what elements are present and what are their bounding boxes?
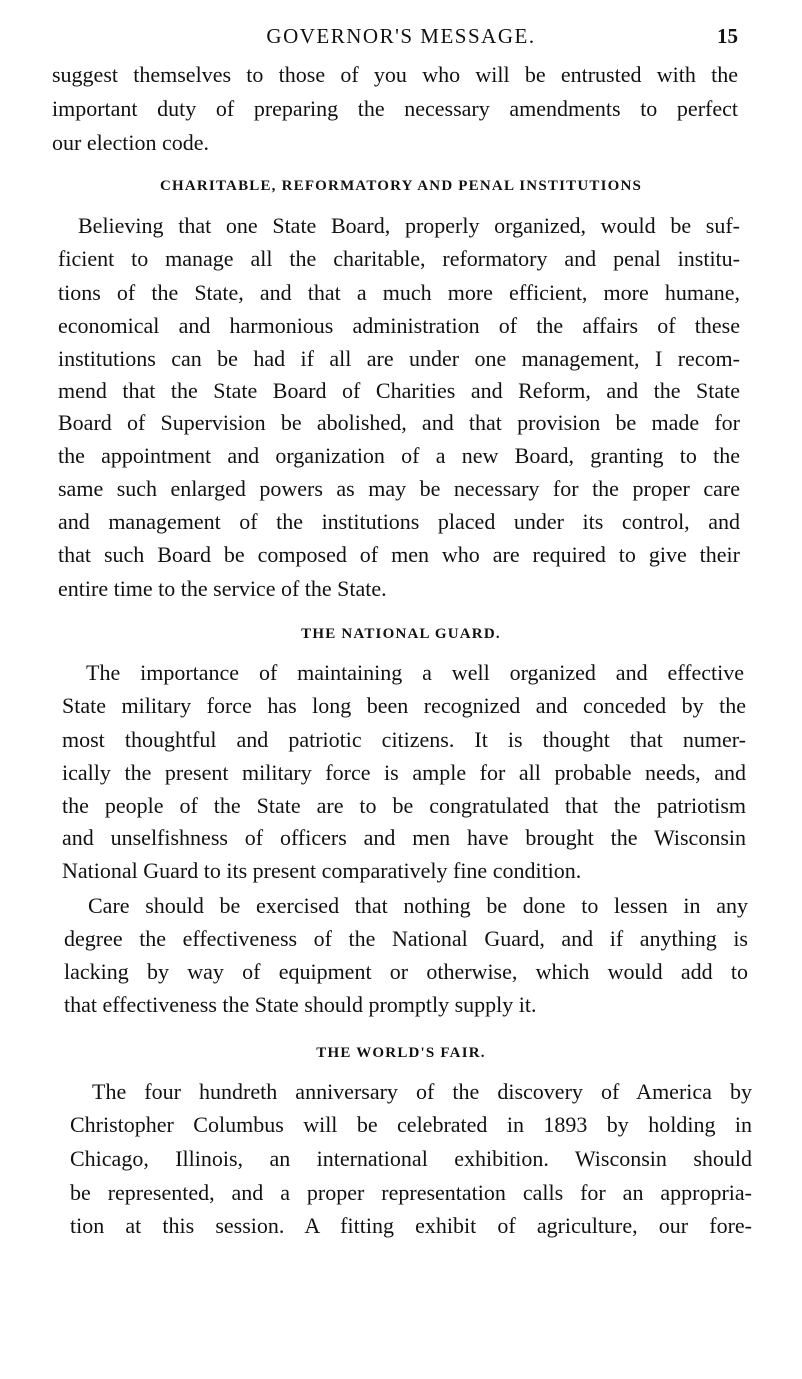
text-line: entire time to the service of the State. bbox=[58, 576, 387, 601]
text-line: institutions can be had if all are under one management, I recom- bbox=[58, 346, 740, 371]
text-line: our election code. bbox=[52, 130, 209, 155]
text-line: Board of Supervision be abolished, and that provision be made for bbox=[58, 410, 740, 435]
section-heading: THE NATIONAL GUARD. bbox=[301, 626, 501, 642]
text-line: and management of the institutions placed under its control, and bbox=[58, 509, 740, 534]
text-line: State military force has long been recognized and conceded by the bbox=[62, 693, 746, 718]
running-head: GOVERNOR'S MESSAGE. bbox=[266, 24, 536, 48]
text-line: economical and harmonious administration of the affairs of these bbox=[58, 313, 740, 338]
text-line: ficient to manage all the charitable, reformatory and penal institu- bbox=[58, 246, 740, 271]
text-line: the people of the State are to be congratulated that the patriotism bbox=[62, 793, 746, 818]
text-line: most thoughtful and patriotic citizens. It is thought that numer- bbox=[62, 727, 746, 752]
text-line: that such Board be composed of men who are required to give their bbox=[58, 542, 740, 567]
page-number: 15 bbox=[717, 24, 738, 48]
text-line: the appointment and organization of a new Board, granting to the bbox=[58, 443, 740, 468]
text-line: ically the present military force is ample for all probable needs, and bbox=[62, 760, 746, 785]
text-line: mend that the State Board of Charities and Reform, and the State bbox=[58, 378, 740, 403]
text-line: Chicago, Illinois, an international exhibition. Wisconsin should bbox=[70, 1146, 752, 1171]
text-line: The four hundreth anniversary of the discovery of America by bbox=[92, 1079, 752, 1104]
text-line: suggest themselves to those of you who will be entrusted with the bbox=[52, 62, 738, 87]
text-line: degree the effectiveness of the National Guard, and if anything is bbox=[64, 926, 748, 951]
text-line: lacking by way of equipment or otherwise, which would add to bbox=[64, 959, 748, 984]
text-line: The importance of maintaining a well organized and effective bbox=[86, 660, 744, 685]
text-line: tion at this session. A fitting exhibit of agriculture, our fore- bbox=[70, 1213, 752, 1238]
text-line: same such enlarged powers as may be necessary for the proper care bbox=[58, 476, 740, 501]
text-line: be represented, and a proper representation calls for an appropria- bbox=[70, 1180, 752, 1205]
text-line: Christopher Columbus will be celebrated in 1893 by holding in bbox=[70, 1112, 752, 1137]
text-line: National Guard to its present comparatively fine condition. bbox=[62, 858, 582, 883]
text-line: that effectiveness the State should promptly supply it. bbox=[64, 992, 537, 1017]
text-line: tions of the State, and that a much more efficient, more humane, bbox=[58, 280, 740, 305]
text-line: important duty of preparing the necessary amendments to perfect bbox=[52, 96, 738, 121]
text-line: Believing that one State Board, properly organized, would be suf- bbox=[78, 213, 740, 238]
section-heading: CHARITABLE, REFORMATORY AND PENAL INSTITUTIONS bbox=[159, 178, 643, 194]
text-line: Care should be exercised that nothing be done to lessen in any bbox=[88, 893, 748, 918]
page-header bbox=[56, 24, 746, 58]
text-line: and unselfishness of officers and men have brought the Wisconsin bbox=[62, 825, 746, 850]
section-heading: THE WORLD'S FAIR. bbox=[316, 1045, 486, 1061]
